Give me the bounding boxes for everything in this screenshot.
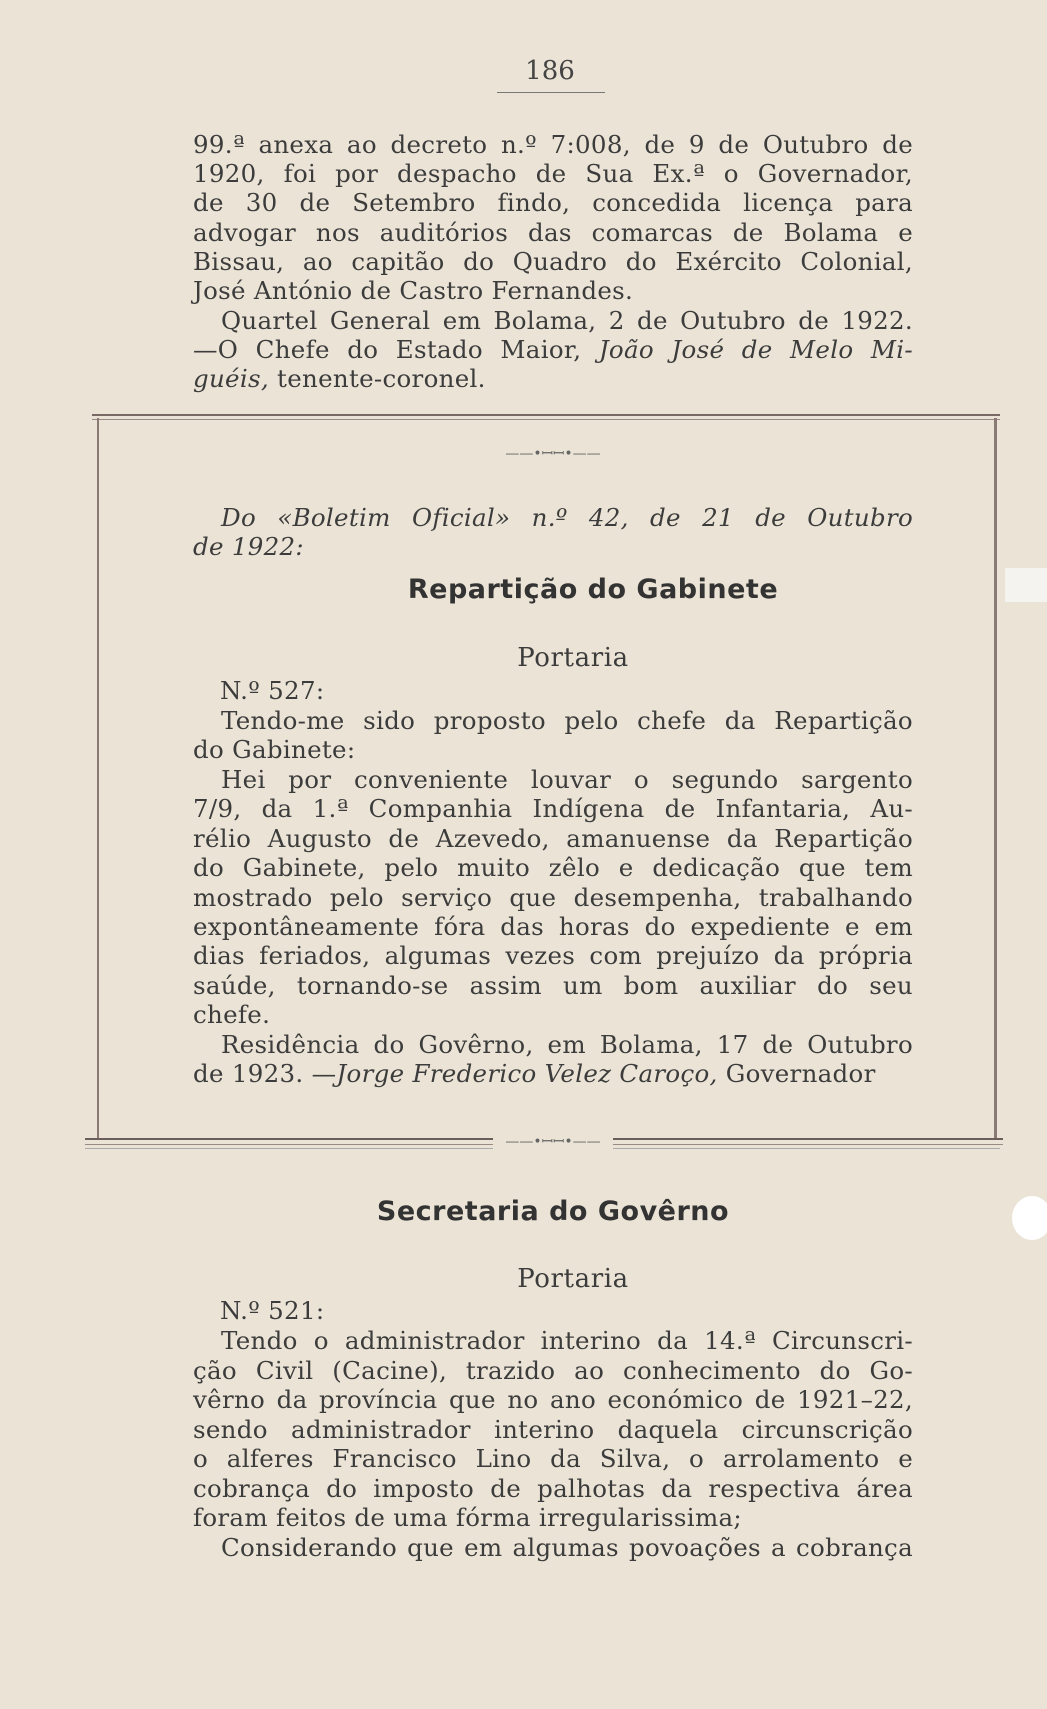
box-line-8: expontâneamente fóra das horas do expediente e em (193, 912, 913, 941)
intro-line-2: 1920, foi por despacho de Sua Ex.ª o Governador, (193, 159, 913, 188)
box-frame-top (92, 414, 1000, 420)
intro-signature-prefix: —O Chefe do Estado Maior, (193, 335, 599, 364)
secretaria-line-8: Considerando que em algumas povoações a cobrança (221, 1533, 913, 1562)
secretaria-line-6: cobrança do imposto de palhotas da respectiva área (193, 1474, 913, 1503)
intro-line-4: advogar nos auditórios das comarcas de Bolama e (193, 218, 913, 247)
box-line-5: rélio Augusto de Azevedo, amanuense da Repartição (193, 824, 913, 853)
box-line-4: 7/9, da 1.ª Companhia Indígena de Infantaria, Au- (193, 794, 913, 823)
secretaria-line-2: ção Civil (Cacine), trazido ao conhecimento do Go- (193, 1356, 913, 1385)
residencia-line-1: Residência do Govêrno, em Bolama, 17 de Outubro (221, 1030, 913, 1059)
box-ornament-bottom: ——•ꟷꟷ•—— (493, 1132, 613, 1151)
box-line-1: Tendo-me sido proposto pelo chefe da Repartição (221, 706, 913, 735)
box-line-10: saúde, tornando-se assim um bom auxiliar do seu (193, 971, 913, 1000)
box-line-9: dias feriados, algumas vezes com prejuízo da própria (193, 941, 913, 970)
secretaria-line-3: vêrno da província que no ano económico de 1921–22, (193, 1385, 913, 1414)
portaria-title-521: Portaria (517, 1264, 629, 1294)
box-frame-right (994, 418, 997, 1138)
punch-hole (1012, 1196, 1047, 1240)
repartição-heading: Repartição do Gabinete (407, 574, 779, 605)
intro-line-6: José António de Castro Fernandes. (193, 276, 634, 305)
intro-line-3: de 30 de Setembro findo, concedida licença para (193, 188, 913, 217)
box-line-3: Hei por conveniente louvar o segundo sargento (221, 765, 913, 794)
boletim-line-1: Do «Boletim Oficial» n.º 42, de 21 de Outubro (221, 503, 913, 532)
portaria-number-527: N.º 527: (220, 676, 325, 705)
secretaria-line-1: Tendo o administrador interino da 14.ª Circunscri- (221, 1326, 913, 1355)
box-line-7: mostrado pelo serviço que desempenha, trabalhando (193, 883, 913, 912)
intro-signature-name-end: guéis, (193, 364, 269, 393)
intro-signature-suffix: tenente-coronel. (268, 364, 486, 393)
intro-signature-line-1: Quartel General em Bolama, 2 de Outubro de 1922. (221, 306, 913, 335)
secretaria-heading: Secretaria do Govêrno (376, 1196, 730, 1227)
box-line-11: chefe. (193, 1000, 271, 1029)
page-number-rule (497, 92, 605, 93)
secretaria-line-4: sendo administrador interino daquela circunscrição (193, 1415, 913, 1444)
intro-line-1: 99.ª anexa ao decreto n.º 7:008, de 9 de Outubro de (193, 130, 913, 159)
box-line-2: do Gabinete: (193, 735, 356, 764)
residencia-line-2 (193, 1059, 913, 1088)
residencia-suffix: Governador (717, 1059, 876, 1088)
box-ornament-top: ——•ꟷꟷ•—— (505, 446, 601, 462)
residencia-signature: Jorge Frederico Velez Caroço, (336, 1059, 718, 1088)
intro-line-5: Bissau, ao capitão do Quadro do Exército Colonial, (193, 247, 913, 276)
portaria-title-527: Portaria (517, 643, 629, 673)
residencia-prefix: de 1923. — (193, 1059, 337, 1088)
box-frame-left (97, 418, 99, 1138)
intro-signature-name: João José de Melo Mi- (598, 335, 914, 364)
box-line-6: do Gabinete, pelo muito zêlo e dedicação que tem (193, 853, 913, 882)
boletim-line-2: de 1922: (193, 532, 304, 561)
secretaria-line-5: o alferes Francisco Lino da Silva, o arrolamento e (193, 1444, 913, 1473)
intro-signature-line-2 (193, 335, 913, 364)
secretaria-line-7: foram feitos de uma fórma irregularissima; (193, 1503, 742, 1532)
portaria-number-521: N.º 521: (220, 1296, 325, 1325)
page-number: 186 (525, 56, 575, 86)
intro-signature-line-3 (193, 364, 913, 393)
page-edge-notch (1005, 568, 1047, 602)
